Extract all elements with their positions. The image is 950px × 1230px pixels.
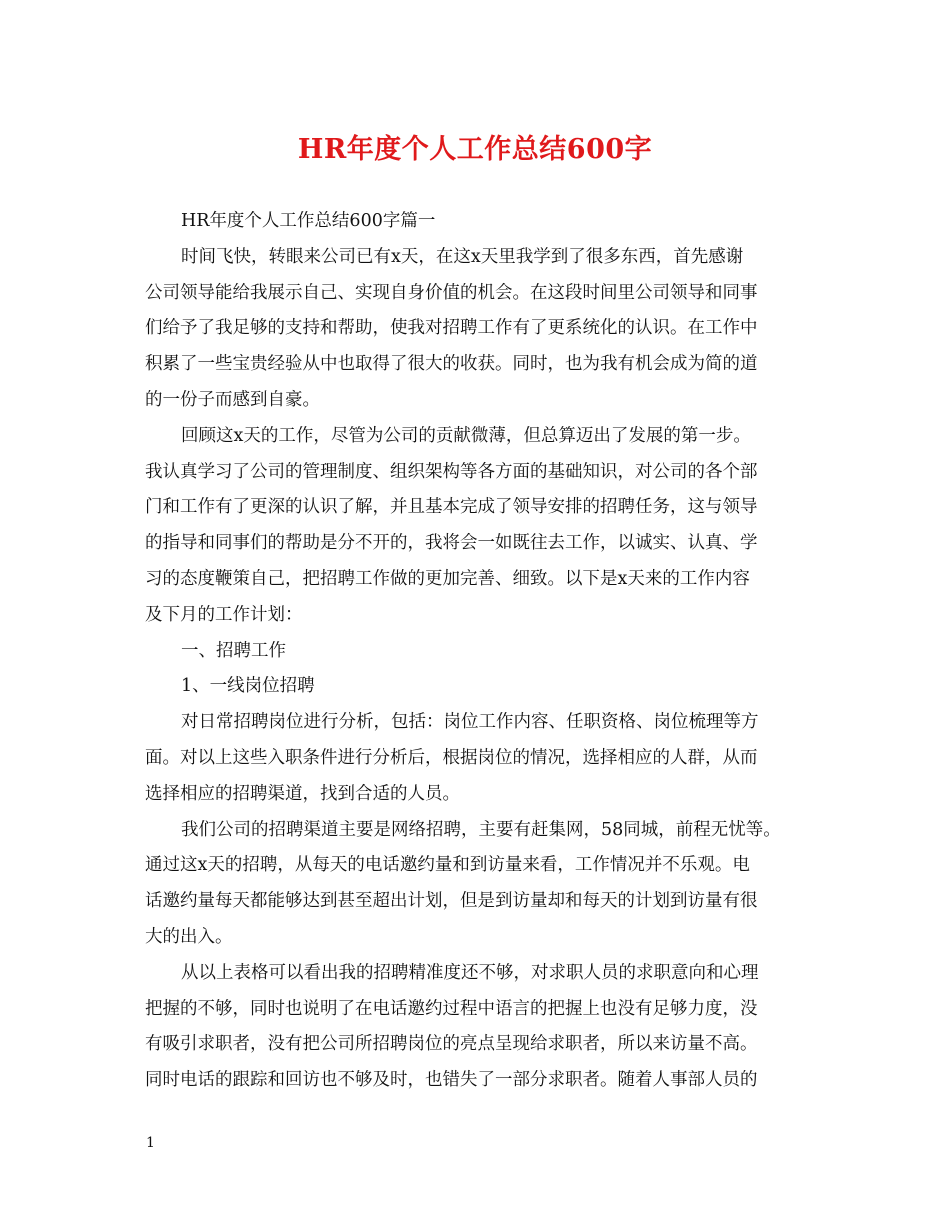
body-line: 通过这x天的招聘，从每天的电话邀约量和到访量来看，工作情况并不乐观。电 (145, 855, 750, 876)
body-line: 回顾这x天的工作，尽管为公司的贡献微薄，但总算迈出了发展的第一步。 (181, 425, 751, 446)
body-line: 的指导和同事们的帮助是分不开的，我将会一如既往去工作，以诚实、认真、学 (145, 533, 758, 554)
body-line: 1、一线岗位招聘 (181, 676, 315, 697)
document-title: HR年度个人工作总结600字 (297, 134, 653, 165)
body-line: 我们公司的招聘渠道主要是网络招聘，主要有赶集网，58同城，前程无忧等。 (181, 819, 781, 840)
body-line: 门和工作有了更深的认识了解，并且基本完成了领导安排的招聘任务，这与领导 (145, 497, 758, 518)
body-line: 的一份子而感到自豪。 (145, 389, 320, 410)
body-line: 选择相应的招聘渠道，找到合适的人员。 (145, 783, 460, 804)
body-line: 们给予了我足够的支持和帮助，使我对招聘工作有了更系统化的认识。在工作中 (145, 318, 758, 339)
body-line: 把握的不够，同时也说明了在电话邀约过程中语言的把握上也没有足够力度，没 (145, 998, 758, 1019)
body-line: 及下月的工作计划： (145, 604, 303, 625)
body-line: 时间飞快，转眼来公司已有x天，在这x天里我学到了很多东西，首先感谢 (181, 246, 744, 267)
page-number: 1 (146, 1135, 155, 1151)
body-line: 有吸引求职者，没有把公司所招聘岗位的亮点呈现给求职者，所以来访量不高。 (145, 1034, 758, 1055)
body-line: 同时电话的跟踪和回访也不够及时，也错失了一部分求职者。随着人事部人员的 (145, 1070, 758, 1091)
body-line: HR年度个人工作总结600字篇一 (181, 211, 436, 231)
body-line: 对日常招聘岗位进行分析，包括：岗位工作内容、任职资格、岗位梳理等方 (181, 712, 759, 733)
body-line: 面。对以上这些入职条件进行分析后，根据岗位的情况，选择相应的人群，从而 (145, 747, 758, 768)
body-line: 话邀约量每天都能够达到甚至超出计划，但是到访量却和每天的计划到访量有很 (145, 891, 758, 912)
document-body (145, 204, 810, 1099)
body-line: 积累了一些宝贵经验从中也取得了很大的收获。同时，也为我有机会成为简的道 (145, 354, 758, 375)
body-line: 一、招聘工作 (181, 640, 286, 661)
body-line: 大的出入。 (145, 926, 233, 947)
body-line: 从以上表格可以看出我的招聘精准度还不够，对求职人员的求职意向和心理 (181, 962, 759, 983)
body-line: 我认真学习了公司的管理制度、组织架构等各方面的基础知识，对公司的各个部 (145, 461, 758, 482)
body-line: 习的态度鞭策自己，把招聘工作做的更加完善、细致。以下是x天来的工作内容 (145, 568, 750, 589)
body-line: 公司领导能给我展示自己、实现自身价值的机会。在这段时间里公司领导和同事 (145, 282, 758, 303)
